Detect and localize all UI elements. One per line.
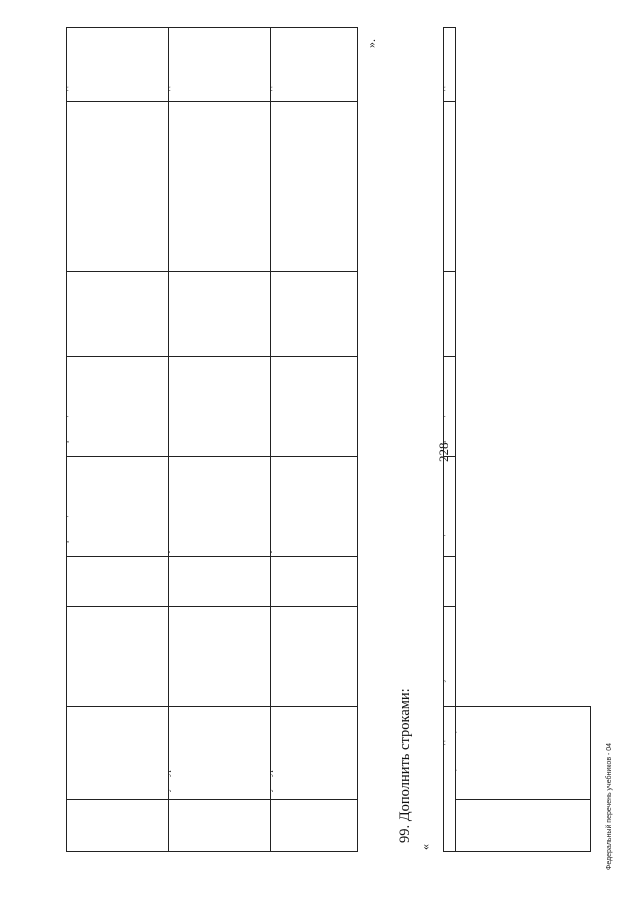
section-code <box>456 804 459 850</box>
opening-quote: « <box>418 844 432 850</box>
grade-line <box>67 559 70 603</box>
table-cell-title <box>271 707 358 800</box>
table-cell-term <box>271 28 358 102</box>
section-code-cell <box>456 800 591 852</box>
closing-quote: ». <box>364 39 378 48</box>
table-cell-developer <box>271 457 358 557</box>
title-line <box>169 709 172 796</box>
table-cell-developer <box>444 457 456 557</box>
authors-line <box>444 609 447 703</box>
term-line <box>67 30 70 98</box>
page-number: 228 <box>436 442 451 462</box>
code-line <box>271 802 274 848</box>
table-cell-publisher <box>271 357 358 457</box>
table-cell-developer <box>169 457 271 557</box>
authors-line <box>271 609 274 703</box>
table-cell-authors <box>67 607 169 707</box>
publisher-line <box>169 359 172 453</box>
table-cell-title <box>67 707 169 800</box>
code-line <box>169 802 172 848</box>
grade-line <box>444 559 447 603</box>
term-line <box>444 30 447 98</box>
publisher-line <box>444 359 447 453</box>
grade-line <box>169 559 172 603</box>
table-cell-title <box>456 707 591 800</box>
title-line <box>67 709 70 796</box>
section-heading: 99. Дополнить строками: <box>397 688 413 843</box>
table-cell-title <box>169 707 271 800</box>
title-line <box>271 709 274 796</box>
table-cell-experts <box>67 102 169 272</box>
experts-line <box>444 104 447 268</box>
authors-line <box>169 609 172 703</box>
experts-line <box>67 104 70 268</box>
publisher-line <box>67 359 70 453</box>
table-cell-code <box>271 800 358 852</box>
table-cell-authors <box>271 607 358 707</box>
section-title-cell <box>444 707 456 852</box>
table-cell-experts <box>271 102 358 272</box>
table-cell-term <box>444 28 456 102</box>
table-cell-publisher <box>444 357 456 457</box>
publisher-line <box>271 359 274 453</box>
table-cell-grade <box>67 557 169 607</box>
experts-line <box>169 104 172 268</box>
table-cell-empty <box>67 272 169 357</box>
page-footer: Федеральный перечень учебников - 04 <box>606 742 613 870</box>
table-cell-grade <box>271 557 358 607</box>
table-cell-term <box>169 28 271 102</box>
table-cell-publisher <box>169 357 271 457</box>
section-title <box>444 707 447 851</box>
table-cell-empty <box>444 272 456 357</box>
table-cell-empty <box>169 272 271 357</box>
table-cell-empty <box>271 272 358 357</box>
table-cell-experts <box>169 102 271 272</box>
table-cell-publisher <box>67 357 169 457</box>
term-line <box>271 30 274 98</box>
grade-line <box>271 559 274 603</box>
data-table-1 <box>66 27 358 852</box>
term-line <box>169 30 172 98</box>
developer-line <box>444 459 447 553</box>
title-line <box>456 709 459 796</box>
code-line <box>67 802 70 848</box>
table-cell-experts <box>444 102 456 272</box>
table-cell-code <box>169 800 271 852</box>
developer-line <box>271 459 274 553</box>
developer-line <box>169 459 172 553</box>
table-cell-term <box>67 28 169 102</box>
experts-line <box>271 104 274 268</box>
authors-line <box>67 609 70 703</box>
table-cell-grade <box>444 557 456 607</box>
table-cell-authors <box>444 607 456 707</box>
table-cell-developer <box>67 457 169 557</box>
table-cell-grade <box>169 557 271 607</box>
developer-line <box>67 459 70 553</box>
data-table-2 <box>443 27 591 852</box>
table-cell-code <box>67 800 169 852</box>
table-cell-authors <box>169 607 271 707</box>
